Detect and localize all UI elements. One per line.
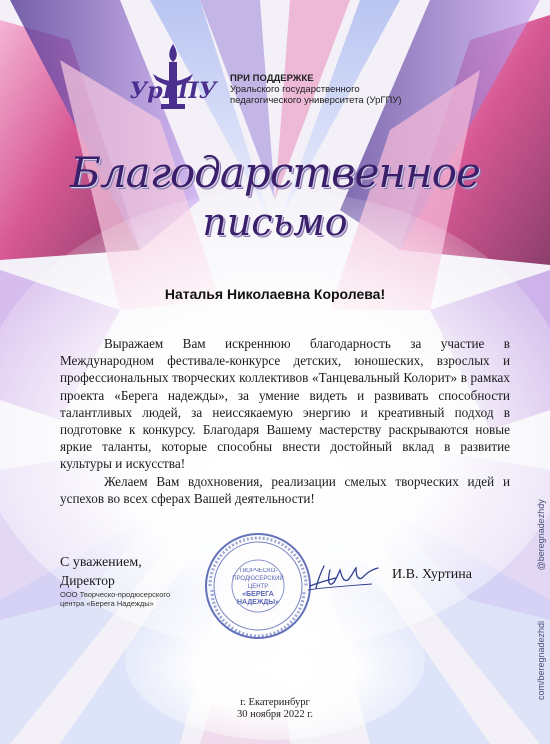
stamp-center-1: ТВОРЧЕСКО- xyxy=(238,568,278,574)
signer-role: Директор xyxy=(60,573,115,588)
stamp-center-4: «БЕРЕГА xyxy=(242,591,274,598)
stamp-center-5: НАДЕЖДЫ» xyxy=(236,599,280,606)
support-line1: Уральского государственного xyxy=(230,84,360,95)
support-head: ПРИ ПОДДЕРЖКЕ xyxy=(230,73,314,84)
title-line1: Благодарственное xyxy=(70,148,480,197)
handwritten-signature xyxy=(306,560,382,592)
organization-stamp xyxy=(202,530,314,642)
place-and-date xyxy=(0,697,550,721)
side-text-2: @beregnadezhdy xyxy=(536,499,546,571)
support-line2: педагогического университета (УрГПУ) xyxy=(230,95,402,106)
signer-organization xyxy=(60,590,180,608)
logo-text: УрГПУ xyxy=(129,78,217,104)
signer-name: И.В. Хуртина xyxy=(392,567,472,582)
org-line2: центра «Берега Надежды» xyxy=(60,599,154,608)
support-text xyxy=(230,73,450,106)
city: г. Екатеринбург xyxy=(240,697,310,708)
recipient-name: Наталья Николаевна Королева! xyxy=(164,286,386,302)
org-line1: ООО Творческо-продюсерского xyxy=(60,590,171,599)
body-paragraph-2: Желаем Вам вдохновения, реализации смелых творческих идей и успехов во всех сферах Вашей деятельности! xyxy=(60,473,510,506)
torch-logo xyxy=(128,40,218,135)
title-line2: письмо xyxy=(202,200,348,244)
body-paragraph-1: Выражаем Вам искреннюю благодарность за участие в Международном фестивале-конкурсе детских, юношеских, взрослых и профессиональных творческих коллективов «Танцевальный Колорит» в рамках проекта «Берега надежды», за умение видеть и развивать способности талантливых людей, за неиссякаемую энергию и креативный подход в подготовке к конкурсу. Благодаря Вашему мастерству раскрываются новые яркие таланты, которые способны внести достойный вклад в развитие культуры и искусства! xyxy=(60,336,510,472)
date: 30 ноября 2022 г. xyxy=(236,709,314,720)
letter-body xyxy=(60,335,510,507)
side-text-1: com/beregnadezhdi xyxy=(536,620,546,700)
side-social-handles xyxy=(536,460,546,700)
stamp-center-2: ПРОДЮСЕРСКИЙ xyxy=(232,576,284,582)
sign-off-regards: С уважением, xyxy=(60,555,142,570)
stamp-center-3: ЦЕНТР xyxy=(247,584,269,590)
